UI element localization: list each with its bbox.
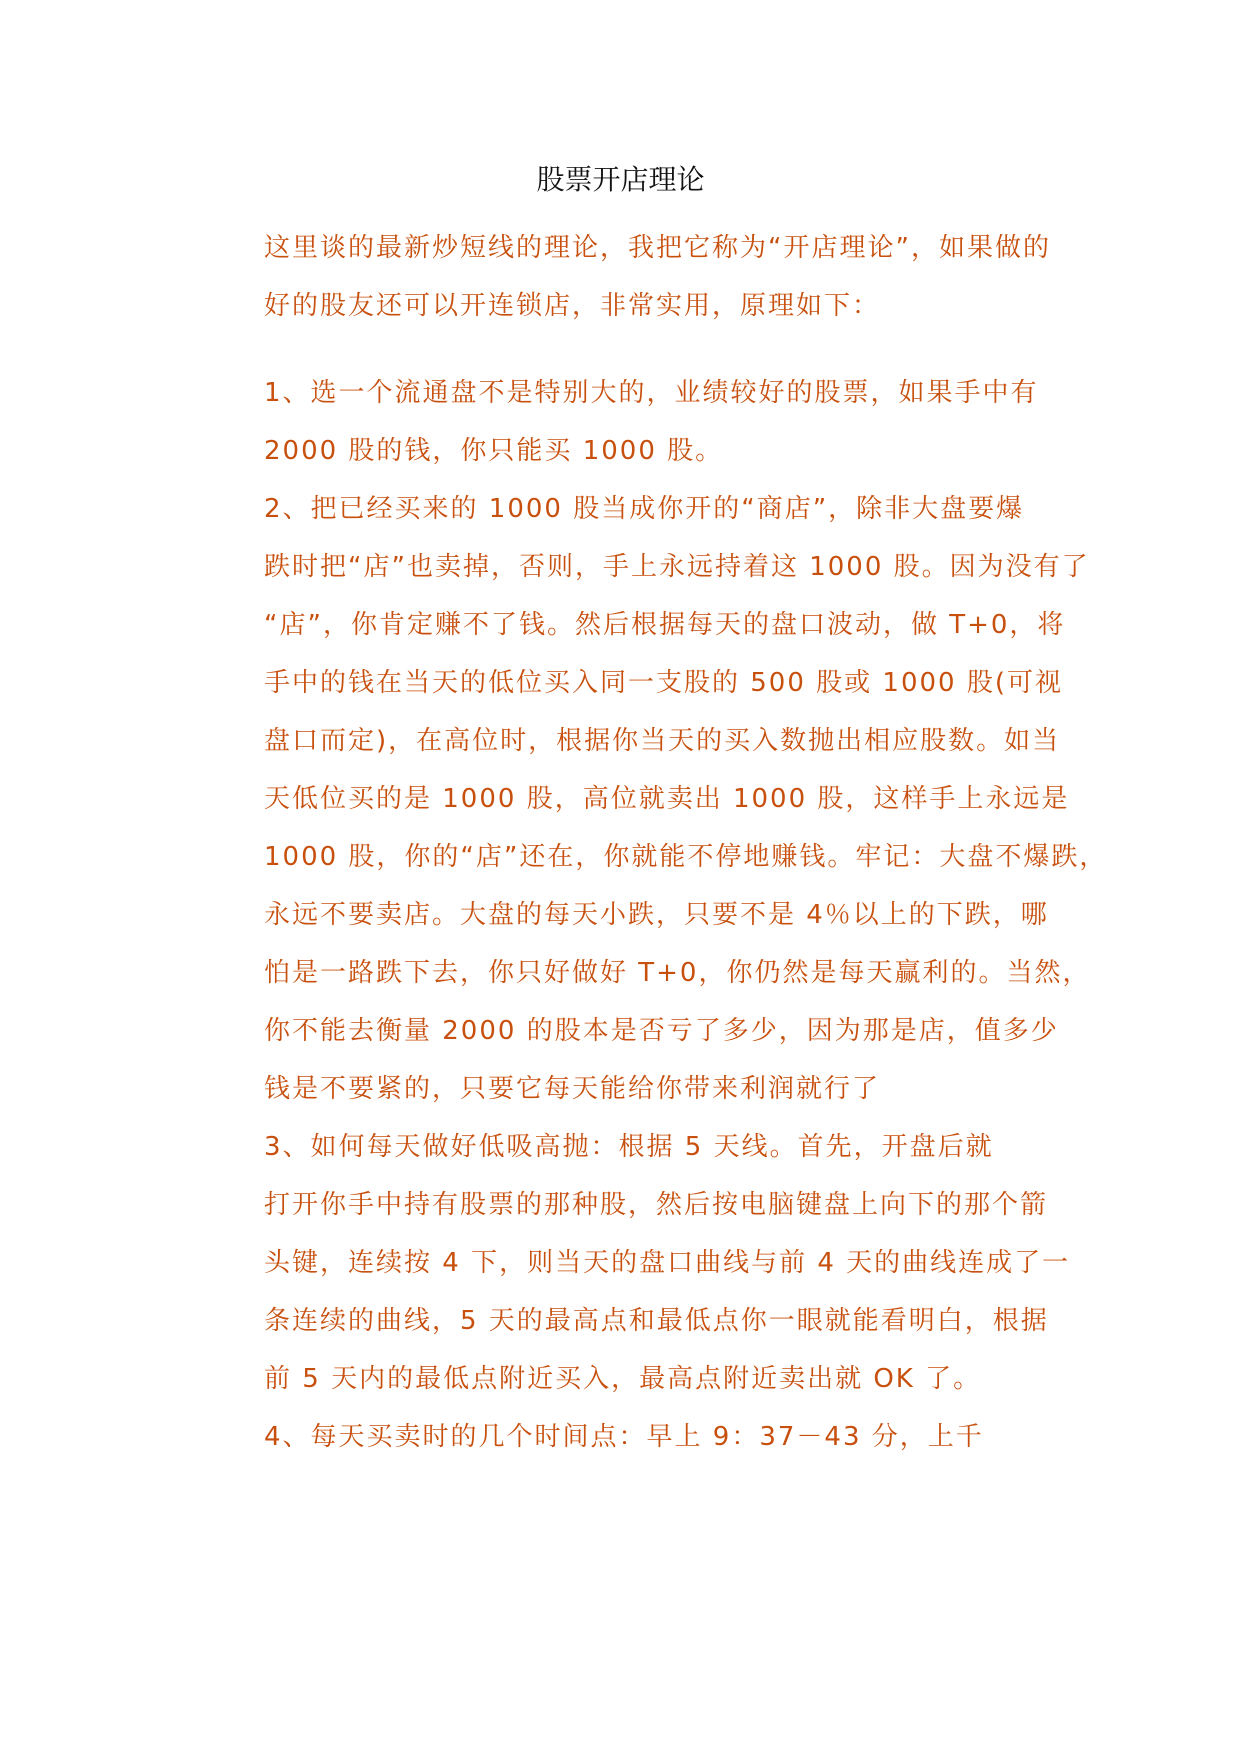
text-line-20: 前 5 天内的最低点附近买入，最高点附近卖出就 OK 了。 bbox=[264, 1364, 982, 1394]
text-line-19: 条连续的曲线，5 天的最高点和最低点你一眼就能看明白，根据 bbox=[264, 1306, 1049, 1336]
text-line-7: “店”，你肯定赚不了钱。然后根据每天的盘口波动，做 T+0，将 bbox=[264, 610, 1066, 640]
text-line-11: 1000 股，你的“店”还在，你就能不停地赚钱。牢记：大盘不爆跌， bbox=[264, 842, 1108, 872]
document-title: 股票开店理论 bbox=[536, 163, 705, 196]
text-line-2: 好的股友还可以开连锁店，非常实用，原理如下： bbox=[264, 291, 881, 321]
text-line-17: 打开你手中持有股票的那种股，然后按电脑键盘上向下的那个箭 bbox=[264, 1190, 1049, 1220]
text-line-18: 头键，连续按 4 下，则当天的盘口曲线与前 4 天的曲线连成了一 bbox=[264, 1248, 1071, 1278]
text-line-13: 怕是一路跌下去，你只好做好 T+0，你仍然是每天赢利的。当然， bbox=[264, 958, 1091, 988]
text-line-3: 1、选一个流通盘不是特别大的，业绩较好的股票，如果手中有 bbox=[264, 378, 1039, 408]
text-line-15: 钱是不要紧的，只要它每天能给你带来利润就行了 bbox=[264, 1074, 881, 1104]
text-line-12: 永远不要卖店。大盘的每天小跌，只要不是 4％以上的下跌，哪 bbox=[264, 900, 1049, 930]
text-line-1: 这里谈的最新炒短线的理论，我把它称为“开店理论”，如果做的 bbox=[264, 233, 1051, 263]
text-line-16: 3、如何每天做好低吸高抛：根据 5 天线。首先，开盘后就 bbox=[264, 1132, 994, 1162]
text-line-9: 盘口而定)，在高位时，根据你当天的买入数抛出相应股数。如当 bbox=[264, 726, 1061, 756]
text-line-6: 跌时把“店”也卖掉，否则，手上永远持着这 1000 股。因为没有了 bbox=[264, 552, 1090, 582]
text-line-8: 手中的钱在当天的低位买入同一支股的 500 股或 1000 股(可视 bbox=[264, 668, 1063, 698]
text-line-14: 你不能去衡量 2000 的股本是否亏了多少，因为那是店，值多少 bbox=[264, 1016, 1059, 1046]
text-line-4: 2000 股的钱，你只能买 1000 股。 bbox=[264, 436, 724, 466]
text-line-10: 天低位买的是 1000 股，高位就卖出 1000 股，这样手上永远是 bbox=[264, 784, 1070, 814]
text-line-5: 2、把已经买来的 1000 股当成你开的“商店”，除非大盘要爆 bbox=[264, 494, 1025, 524]
text-line-21: 4、每天买卖时的几个时间点：早上 9：37－43 分，上千 bbox=[264, 1422, 984, 1452]
